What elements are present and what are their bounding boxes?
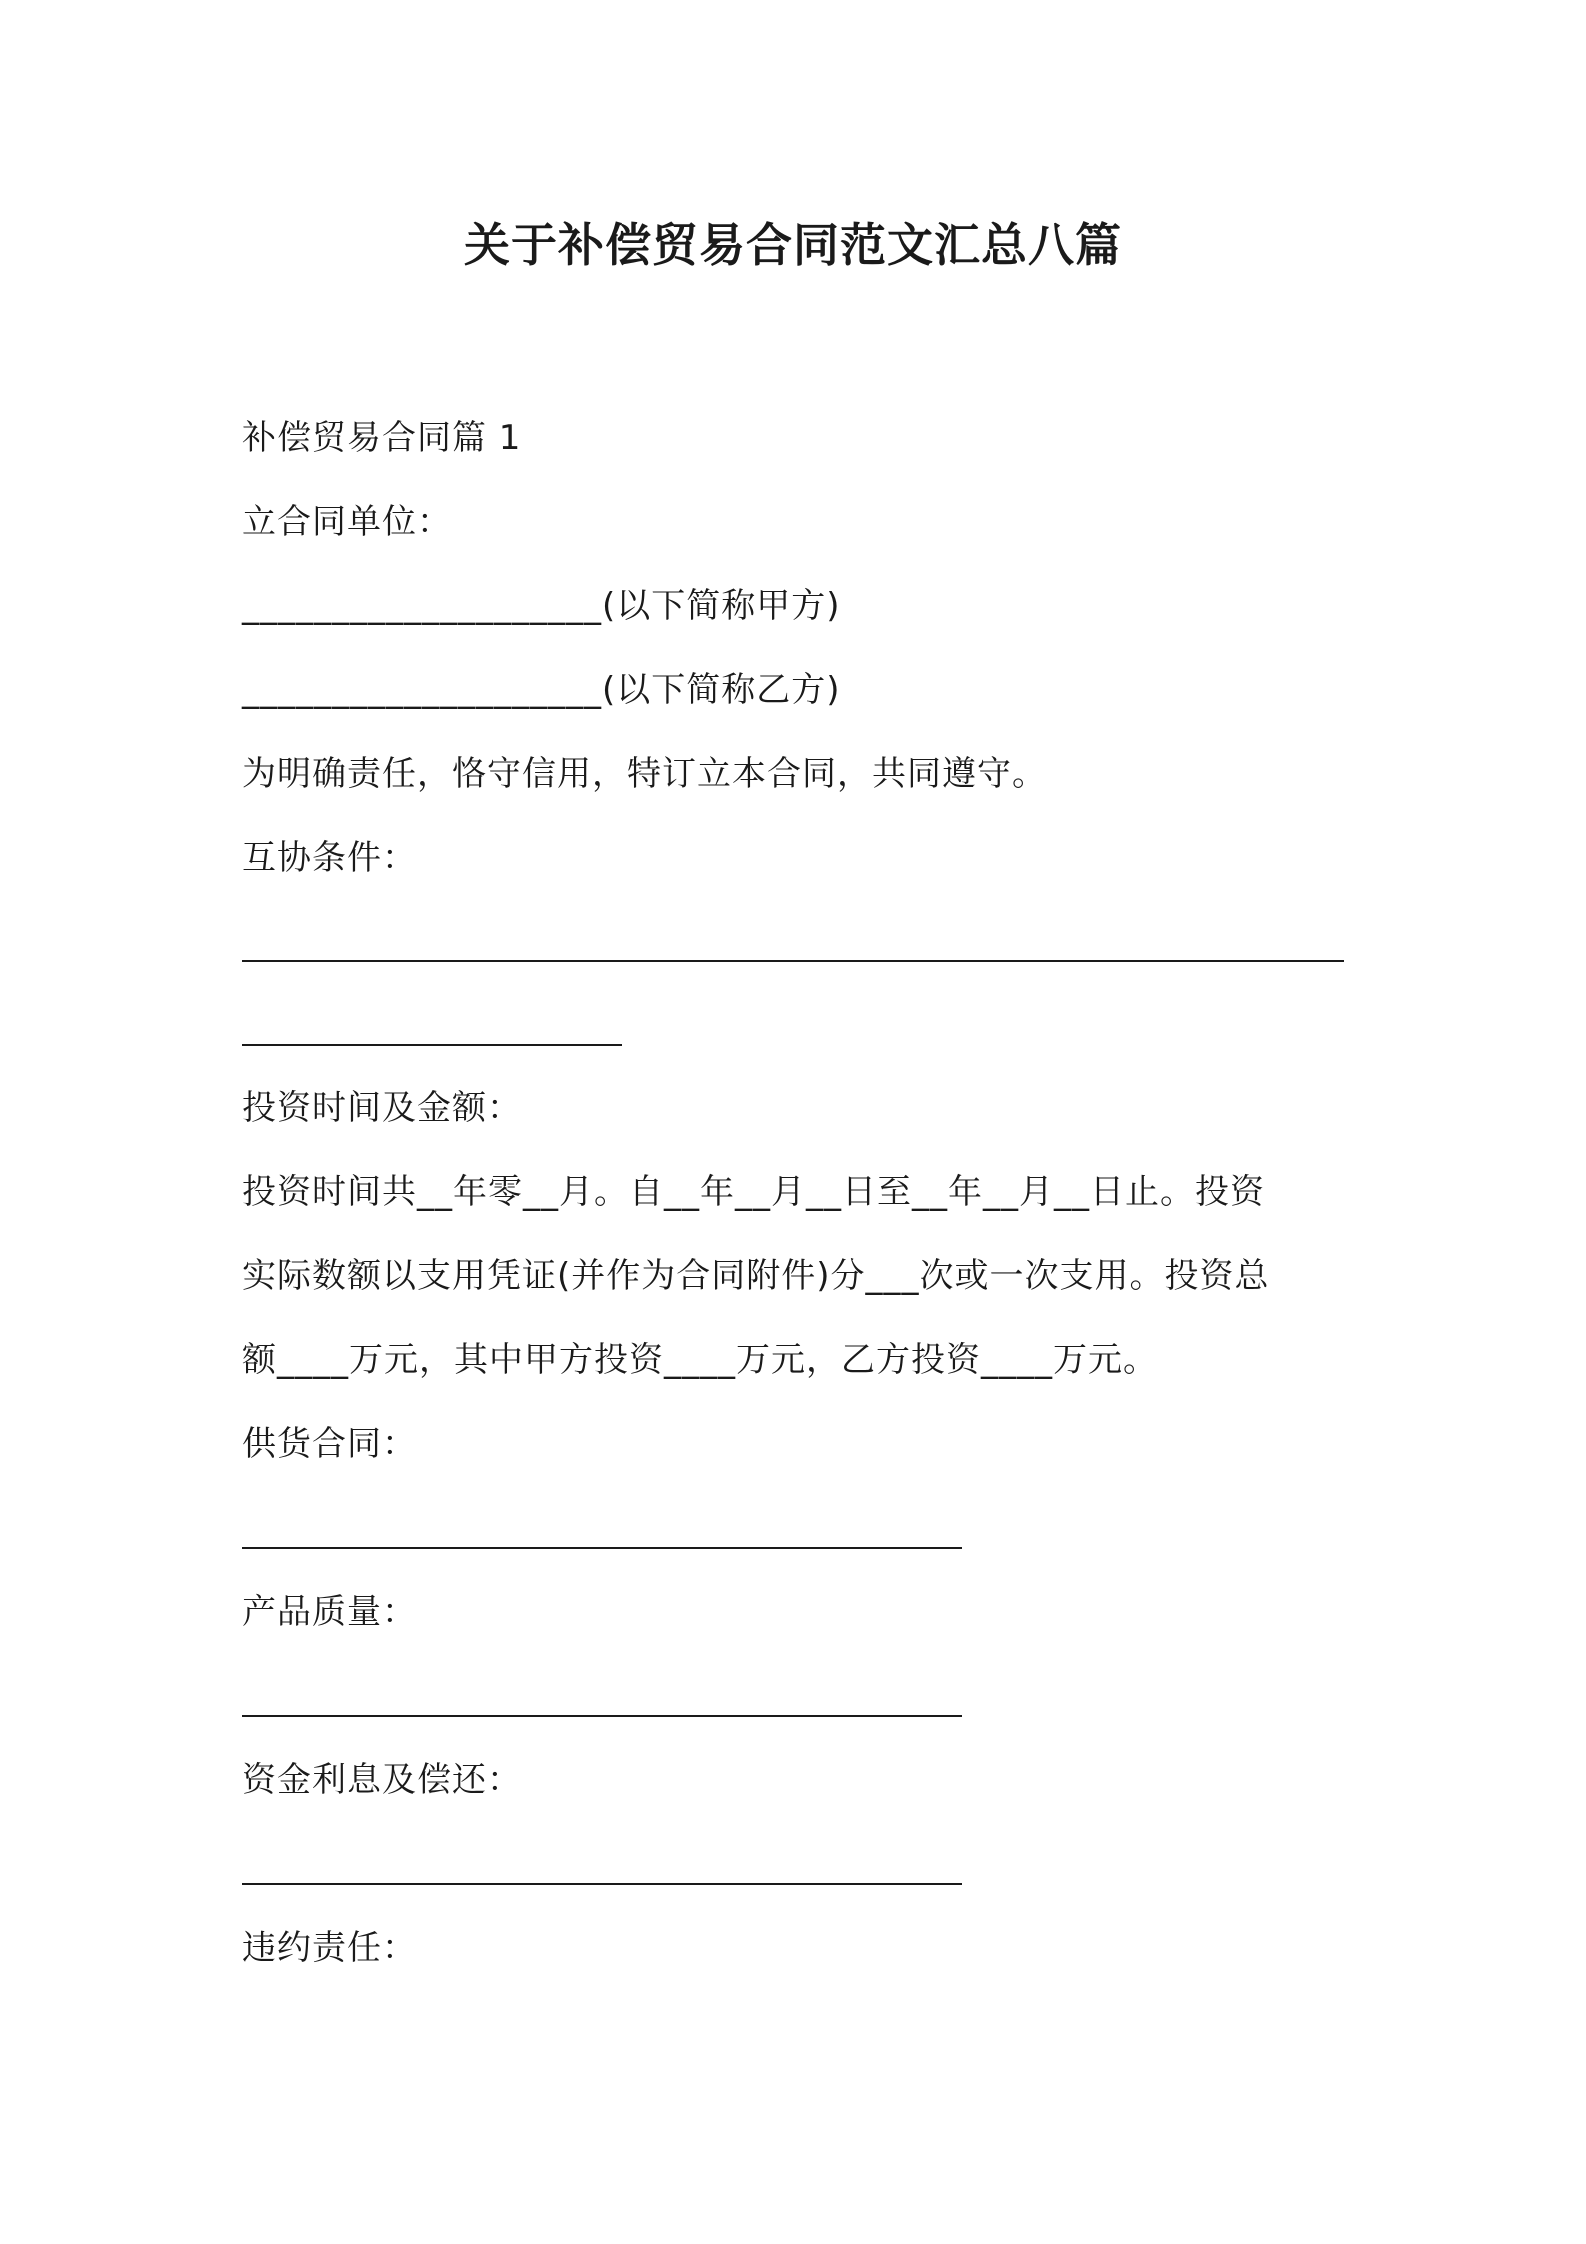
document-title: 关于补偿贸易合同范文汇总八篇 [464,218,1122,272]
parties-label: 立合同单位： [242,502,452,542]
breach-label: 违约责任： [242,1928,417,1968]
funds-blank-line [242,1883,962,1885]
cooperation-label: 互协条件： [242,838,417,878]
preamble-text: 为明确责任，恪守信用，特订立本合同，共同遵守。 [242,754,1047,794]
party-b-line: ____________________(以下简称乙方) [242,670,841,710]
cooperation-blank-line-2 [242,1044,622,1046]
section-heading: 补偿贸易合同篇 1 [242,418,522,458]
quality-blank-line [242,1715,962,1717]
quality-label: 产品质量： [242,1592,417,1632]
investment-line-2: 实际数额以支用凭证(并作为合同附件)分___次或一次支用。投资总 [242,1256,1270,1296]
investment-line-3: 额____万元，其中甲方投资____万元，乙方投资____万元。 [242,1340,1158,1380]
supply-blank-line [242,1547,962,1549]
party-a-line: ____________________(以下简称甲方) [242,586,841,626]
cooperation-blank-line-1 [242,960,1344,962]
investment-line-1: 投资时间共__年零__月。自__年__月__日至__年__月__日止。投资 [242,1172,1265,1212]
funds-label: 资金利息及偿还： [242,1760,522,1800]
investment-label: 投资时间及金额： [242,1088,522,1128]
supply-label: 供货合同： [242,1424,417,1464]
